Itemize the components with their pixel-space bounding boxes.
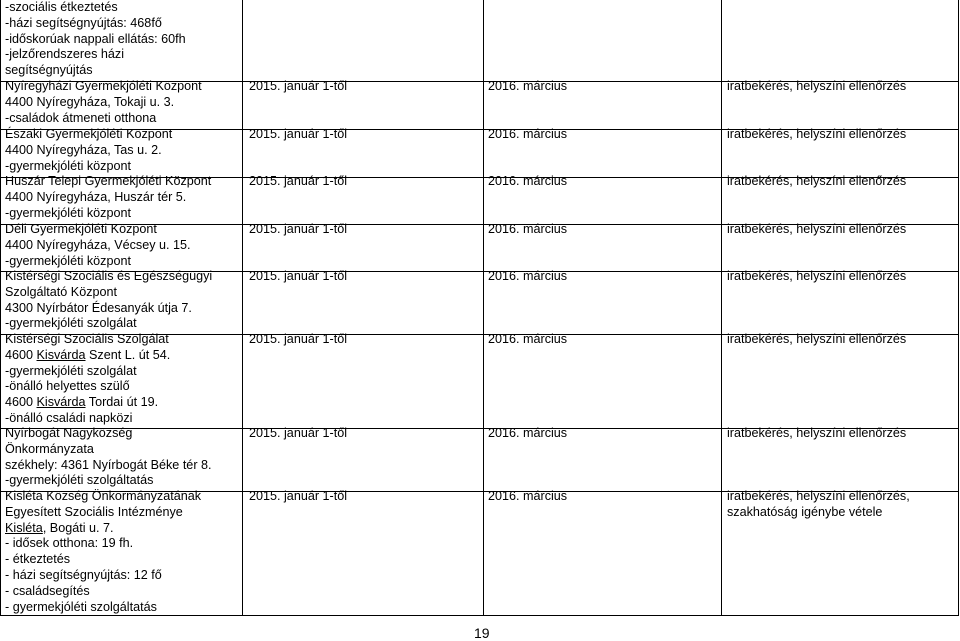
institution-line: Kistérségi Szociális Szolgálat: [5, 332, 169, 346]
institution-line: -önálló családi napközi: [5, 410, 133, 425]
check-date-cell: 2016. március: [488, 127, 568, 141]
start-date-cell: 2015. január 1-től: [249, 79, 348, 93]
action-line: iratbekérés, helyszíni ellenőrzés: [727, 269, 907, 283]
action-cell: [727, 332, 906, 348]
institution-line: -szociális étkeztetés: [5, 0, 118, 14]
check-date-cell: 2016. március: [488, 174, 568, 188]
institution-line: 4600 Kisvárda Tordai út 19.: [5, 395, 159, 410]
institution-line: Egyesített Szociális Intézménye: [5, 504, 183, 519]
action-cell: [727, 222, 906, 238]
action-line: szakhatóság igénybe vétele: [727, 504, 883, 519]
action-line: iratbekérés, helyszíni ellenőrzés,: [727, 489, 910, 503]
table-border-left: [0, 0, 1, 615]
action-cell: [727, 489, 910, 521]
institution-line: Nyíregyházi Gyermekjóléti Központ: [5, 79, 202, 93]
institution-line: 4400 Nyíregyháza, Vécsey u. 15.: [5, 237, 191, 252]
check-date-cell: 2016. március: [488, 79, 568, 93]
underlined-place-name: Kisvárda: [36, 395, 86, 410]
action-line: iratbekérés, helyszíni ellenőrzés: [727, 332, 907, 346]
institution-line: segítségnyújtás: [5, 63, 93, 78]
institution-line: -gyermekjóléti központ: [5, 253, 131, 268]
start-date-cell: 2015. január 1-től: [249, 332, 348, 346]
start-date-cell: 2015. január 1-től: [249, 174, 348, 188]
institution-line: - étkeztetés: [5, 552, 71, 567]
start-date-cell: 2015. január 1-től: [249, 127, 348, 141]
action-line: iratbekérés, helyszíni ellenőrzés: [727, 174, 907, 188]
check-date-cell: 2016. március: [488, 426, 568, 440]
table-row: [5, 489, 241, 615]
institution-line: -gyermekjóléti központ: [5, 205, 131, 220]
institution-line: -gyermekjóléti szolgálat: [5, 363, 137, 378]
institution-line: -házi segítségnyújtás: 468fő: [5, 15, 162, 30]
table-row: [5, 174, 241, 221]
action-cell: [727, 127, 906, 143]
table-border-col3: [721, 0, 722, 615]
institution-line: 4400 Nyíregyháza, Tas u. 2.: [5, 142, 162, 157]
institution-line: Önkormányzata: [5, 441, 94, 456]
table-border-right: [958, 0, 959, 615]
institution-line: 4400 Nyíregyháza, Huszár tér 5.: [5, 189, 187, 204]
table-row: [5, 0, 241, 79]
institution-line: -gyermekjóléti szolgálat: [5, 316, 137, 331]
action-line: iratbekérés, helyszíni ellenőrzés: [727, 222, 907, 236]
institution-line: Kisléta Község Önkormányzatának: [5, 489, 202, 503]
institution-line: Nyírbogát Nagyközség: [5, 426, 133, 440]
institution-line: Déli Gyermekjóléti Központ: [5, 222, 157, 236]
table-border-col1: [242, 0, 243, 615]
institution-line: -gyermekjóléti központ: [5, 158, 131, 173]
start-date-cell: 2015. január 1-től: [249, 489, 348, 503]
institution-line: -időskorúak nappali ellátás: 60fh: [5, 31, 186, 46]
institution-line: - családsegítés: [5, 583, 90, 598]
action-line: iratbekérés, helyszíni ellenőrzés: [727, 127, 907, 141]
action-cell: [727, 79, 906, 95]
institution-line: - házi segítségnyújtás: 12 fő: [5, 567, 162, 582]
institution-line: Szolgáltató Központ: [5, 284, 118, 299]
page-number: 19: [474, 625, 490, 641]
institution-line: 4600 Kisvárda Szent L. út 54.: [5, 347, 171, 362]
table-row: [5, 269, 241, 332]
table-row: [5, 222, 241, 269]
action-cell: [727, 426, 906, 442]
institution-line: 4400 Nyíregyháza, Tokaji u. 3.: [5, 94, 175, 109]
table-row: [5, 127, 241, 174]
institution-line: Kisléta, Bogáti u. 7.: [5, 520, 114, 535]
check-date-cell: 2016. március: [488, 222, 568, 236]
action-line: iratbekérés, helyszíni ellenőrzés: [727, 79, 907, 93]
check-date-cell: 2016. március: [488, 269, 568, 283]
institution-line: Északi Gyermekjóléti Központ: [5, 127, 173, 141]
institution-line: -gyermekjóléti szolgáltatás: [5, 473, 154, 488]
table-border-col2: [483, 0, 484, 615]
check-date-cell: 2016. március: [488, 489, 568, 503]
institution-line: -jelzőrendszeres házi: [5, 47, 124, 62]
institution-line: Kistérségi Szociális és Egészségügyi: [5, 269, 213, 283]
start-date-cell: 2015. január 1-től: [249, 426, 348, 440]
institution-line: Huszár Telepi Gyermekjóléti Központ: [5, 174, 212, 188]
start-date-cell: 2015. január 1-től: [249, 222, 348, 236]
institution-line: székhely: 4361 Nyírbogát Béke tér 8.: [5, 457, 212, 472]
table-row: [5, 426, 241, 489]
institution-line: -családok átmeneti otthona: [5, 110, 157, 125]
table-row: [5, 79, 241, 126]
institution-line: 4300 Nyírbátor Édesanyák útja 7.: [5, 300, 192, 315]
action-cell: [727, 269, 906, 285]
institution-line: -önálló helyettes szülő: [5, 379, 130, 394]
underlined-place-name: Kisvárda: [36, 347, 86, 362]
underlined-place-name: Kisléta: [5, 520, 43, 535]
action-line: iratbekérés, helyszíni ellenőrzés: [727, 426, 907, 440]
table-row: [5, 332, 241, 427]
check-date-cell: 2016. március: [488, 332, 568, 346]
institution-line: - idősek otthona: 19 fh.: [5, 536, 134, 551]
start-date-cell: 2015. január 1-től: [249, 269, 348, 283]
action-cell: [727, 174, 906, 190]
institution-line: - gyermekjóléti szolgáltatás: [5, 599, 157, 614]
